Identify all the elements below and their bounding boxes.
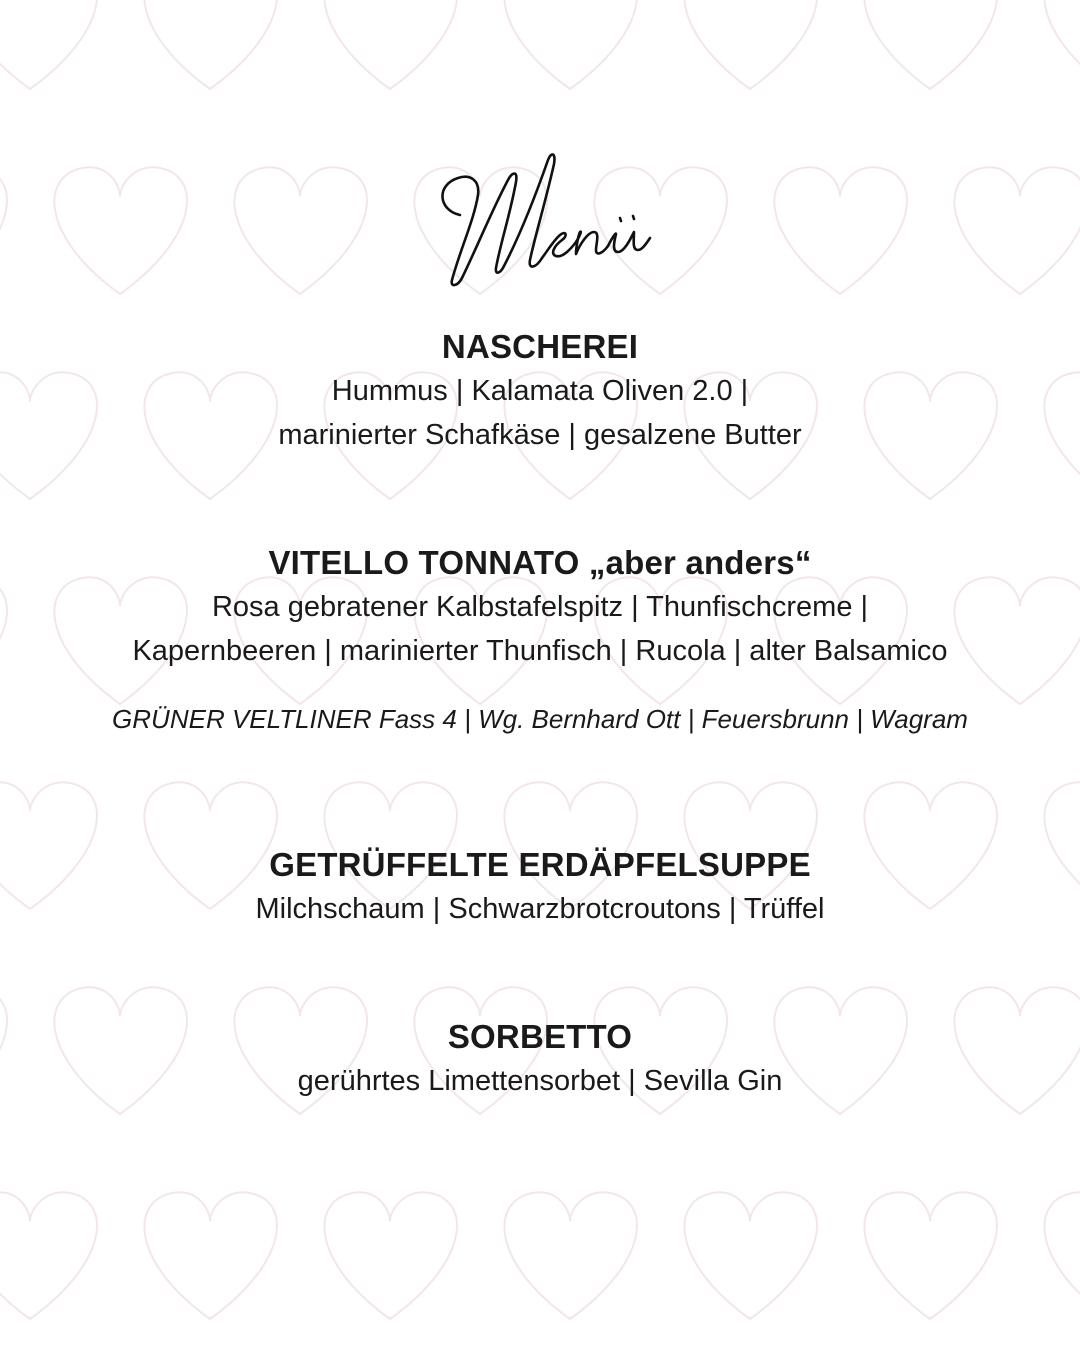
section-vitello-tonnato: [0, 541, 1080, 739]
section-description-line: Hummus | Kalamata Oliven 2.0 |: [331, 375, 749, 407]
section-heading: SORBETTO: [447, 1018, 633, 1055]
section-sorbetto: [0, 1015, 1080, 1103]
section-heading: NASCHEREI: [441, 328, 639, 365]
section-description-line: Milchschaum | Schwarzbrotcroutons | Trüffel: [255, 893, 825, 925]
menu-title: [430, 140, 660, 300]
section-description-line: marinierter Schafkäse | gesalzene Butter: [278, 419, 802, 451]
section-description-line: gerührtes Limettensorbet | Sevilla Gin: [297, 1065, 783, 1097]
section-description-line: Rosa gebratener Kalbstafelspitz | Thunfischcreme |: [211, 591, 869, 623]
section-heading: VITELLO TONNATO „aber anders“: [268, 544, 812, 581]
menu-script-lettering: [430, 140, 660, 300]
wine-pairing: GRÜNER VELTLINER Fass 4 | Wg. Bernhard Ott | Feuersbrunn | Wagram: [112, 704, 968, 734]
section-description-line: Kapernbeeren | marinierter Thunfisch | Rucola | alter Balsamico: [132, 635, 948, 667]
section-heading: GETRÜFFELTE ERDÄPFELSUPPE: [269, 846, 811, 883]
section-erdaepfelsuppe: [0, 843, 1080, 931]
section-nascherei: [0, 325, 1080, 457]
